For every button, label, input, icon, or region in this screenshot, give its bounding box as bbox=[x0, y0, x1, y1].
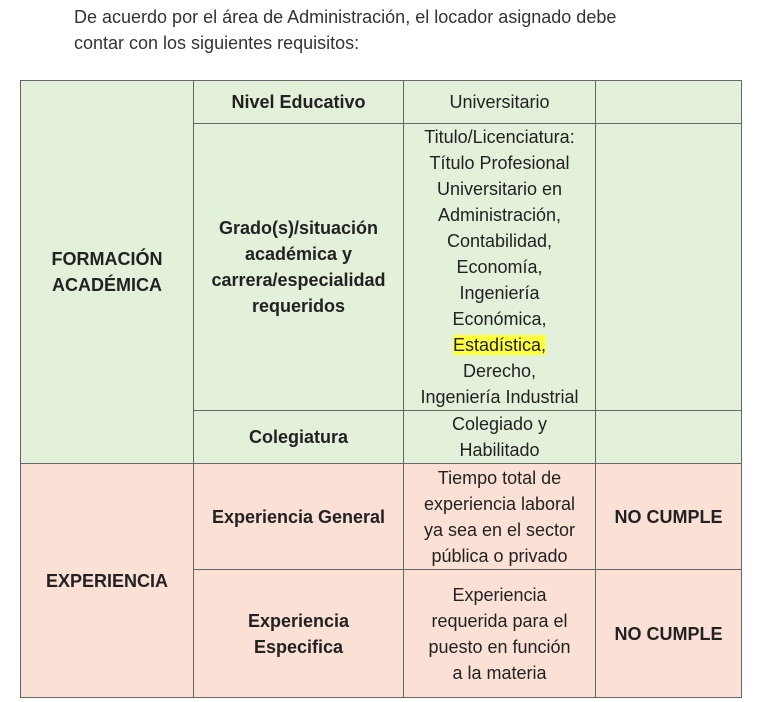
table-row bbox=[21, 464, 742, 570]
intro-paragraph bbox=[74, 4, 734, 56]
highlighted-text: Estadística, bbox=[452, 335, 547, 355]
row-value-nivel-educativo: Universitario bbox=[404, 81, 596, 124]
category-formacion: FORMACIÓN ACADÉMICA bbox=[21, 81, 194, 464]
intro-line-1: De acuerdo por el área de Administración, el locador asignado debe bbox=[74, 7, 617, 27]
status-badge: NO CUMPLE bbox=[596, 464, 742, 570]
row-value-grado: Titulo/Licenciatura: Título Profesional Universitario en Administración, Contabilidad, Economía, Ingeniería Económica, Estadística, Derecho, Ingeniería Industrial bbox=[404, 124, 596, 411]
row-label-nivel-educativo: Nivel Educativo bbox=[194, 81, 404, 124]
row-status bbox=[596, 411, 742, 464]
row-label-colegiatura: Colegiatura bbox=[194, 411, 404, 464]
row-value-colegiatura: Colegiado y Habilitado bbox=[404, 411, 596, 464]
intro-line-2: contar con los siguientes requisitos: bbox=[74, 33, 360, 53]
row-value-experiencia-general: Tiempo total de experiencia laboral ya sea en el sector pública o privado bbox=[404, 464, 596, 570]
row-status bbox=[596, 81, 742, 124]
row-value-experiencia-especifica: Experiencia requerida para el puesto en función a la materia bbox=[404, 570, 596, 698]
row-label-experiencia-general: Experiencia General bbox=[194, 464, 404, 570]
status-badge: NO CUMPLE bbox=[596, 570, 742, 698]
requirements-table bbox=[20, 80, 742, 698]
row-label-grado: Grado(s)/situación académica y carrera/especialidad requeridos bbox=[194, 124, 404, 411]
row-label-experiencia-especifica: Experiencia Especifica bbox=[194, 570, 404, 698]
table-row bbox=[21, 81, 742, 124]
row-status bbox=[596, 124, 742, 411]
category-experiencia: EXPERIENCIA bbox=[21, 464, 194, 698]
